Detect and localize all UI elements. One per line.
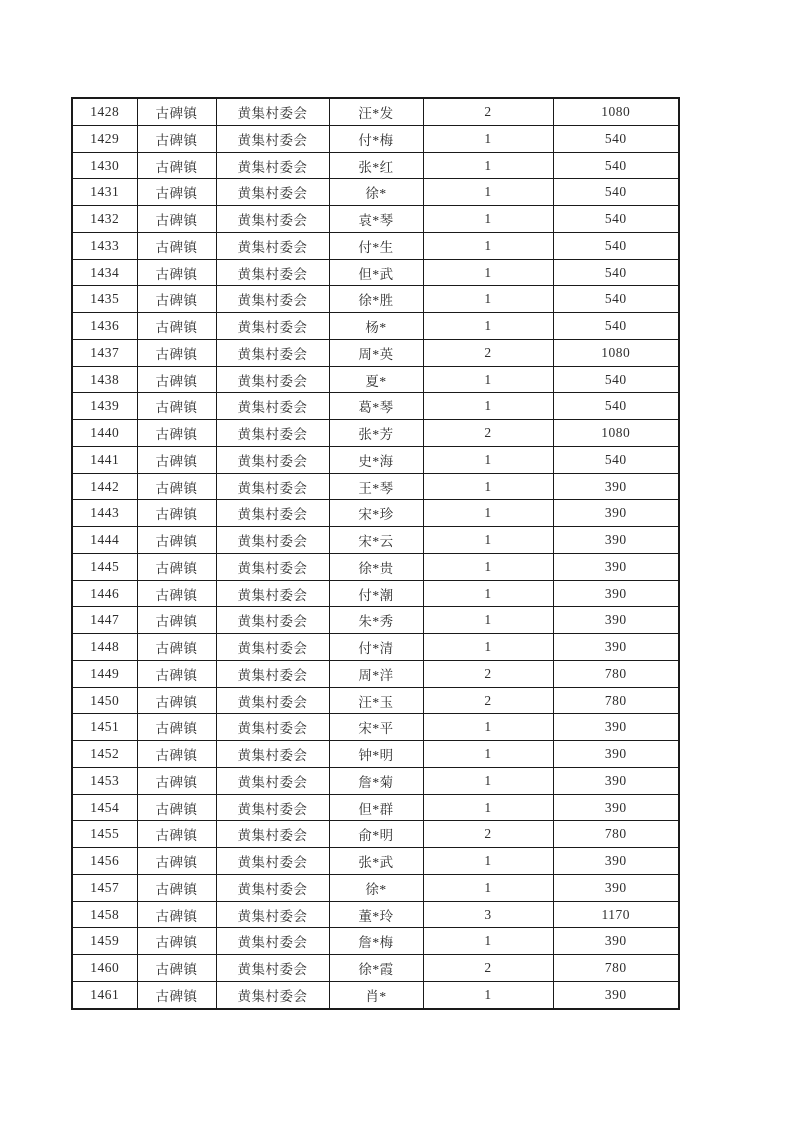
name-cell: 詹*梅 bbox=[329, 928, 423, 955]
count-cell: 1 bbox=[423, 500, 553, 527]
table-row bbox=[72, 767, 679, 794]
name-cell: 付*潮 bbox=[329, 580, 423, 607]
name-cell: 肖* bbox=[329, 981, 423, 1009]
amount-cell: 780 bbox=[553, 955, 679, 982]
name-cell: 詹*菊 bbox=[329, 767, 423, 794]
town-cell: 古碑镇 bbox=[137, 767, 216, 794]
town-cell: 古碑镇 bbox=[137, 393, 216, 420]
name-cell: 付*梅 bbox=[329, 125, 423, 152]
town-cell: 古碑镇 bbox=[137, 500, 216, 527]
town-cell: 古碑镇 bbox=[137, 420, 216, 447]
count-cell: 1 bbox=[423, 206, 553, 233]
town-cell: 古碑镇 bbox=[137, 687, 216, 714]
village-cell: 黄集村委会 bbox=[216, 446, 329, 473]
town-cell: 古碑镇 bbox=[137, 527, 216, 554]
town-cell: 古碑镇 bbox=[137, 125, 216, 152]
serial-cell: 1442 bbox=[72, 473, 137, 500]
table-row bbox=[72, 366, 679, 393]
village-cell: 黄集村委会 bbox=[216, 687, 329, 714]
village-cell: 黄集村委会 bbox=[216, 874, 329, 901]
town-cell: 古碑镇 bbox=[137, 794, 216, 821]
amount-cell: 390 bbox=[553, 767, 679, 794]
town-cell: 古碑镇 bbox=[137, 553, 216, 580]
amount-cell: 1080 bbox=[553, 339, 679, 366]
serial-cell: 1428 bbox=[72, 98, 137, 125]
name-cell: 钟*明 bbox=[329, 741, 423, 768]
town-cell: 古碑镇 bbox=[137, 339, 216, 366]
amount-cell: 540 bbox=[553, 286, 679, 313]
town-cell: 古碑镇 bbox=[137, 741, 216, 768]
count-cell: 2 bbox=[423, 339, 553, 366]
amount-cell: 390 bbox=[553, 794, 679, 821]
town-cell: 古碑镇 bbox=[137, 981, 216, 1009]
count-cell: 1 bbox=[423, 981, 553, 1009]
amount-cell: 540 bbox=[553, 393, 679, 420]
amount-cell: 390 bbox=[553, 741, 679, 768]
town-cell: 古碑镇 bbox=[137, 286, 216, 313]
name-cell: 汪*玉 bbox=[329, 687, 423, 714]
serial-cell: 1433 bbox=[72, 232, 137, 259]
village-cell: 黄集村委会 bbox=[216, 794, 329, 821]
village-cell: 黄集村委会 bbox=[216, 500, 329, 527]
name-cell: 张*红 bbox=[329, 152, 423, 179]
table-row bbox=[72, 580, 679, 607]
village-cell: 黄集村委会 bbox=[216, 313, 329, 340]
table-row bbox=[72, 607, 679, 634]
town-cell: 古碑镇 bbox=[137, 98, 216, 125]
amount-cell: 390 bbox=[553, 714, 679, 741]
count-cell: 1 bbox=[423, 874, 553, 901]
amount-cell: 390 bbox=[553, 500, 679, 527]
count-cell: 2 bbox=[423, 821, 553, 848]
count-cell: 1 bbox=[423, 553, 553, 580]
table-row bbox=[72, 981, 679, 1009]
count-cell: 1 bbox=[423, 794, 553, 821]
table-row bbox=[72, 286, 679, 313]
count-cell: 1 bbox=[423, 848, 553, 875]
name-cell: 徐*贵 bbox=[329, 553, 423, 580]
name-cell: 周*英 bbox=[329, 339, 423, 366]
name-cell: 张*武 bbox=[329, 848, 423, 875]
beneficiary-table bbox=[71, 97, 680, 1010]
name-cell: 朱*秀 bbox=[329, 607, 423, 634]
amount-cell: 540 bbox=[553, 313, 679, 340]
serial-cell: 1447 bbox=[72, 607, 137, 634]
serial-cell: 1429 bbox=[72, 125, 137, 152]
serial-cell: 1440 bbox=[72, 420, 137, 447]
count-cell: 2 bbox=[423, 955, 553, 982]
count-cell: 1 bbox=[423, 741, 553, 768]
town-cell: 古碑镇 bbox=[137, 714, 216, 741]
village-cell: 黄集村委会 bbox=[216, 553, 329, 580]
table-row bbox=[72, 393, 679, 420]
village-cell: 黄集村委会 bbox=[216, 848, 329, 875]
count-cell: 2 bbox=[423, 687, 553, 714]
amount-cell: 540 bbox=[553, 206, 679, 233]
serial-cell: 1438 bbox=[72, 366, 137, 393]
serial-cell: 1437 bbox=[72, 339, 137, 366]
name-cell: 葛*琴 bbox=[329, 393, 423, 420]
town-cell: 古碑镇 bbox=[137, 259, 216, 286]
serial-cell: 1455 bbox=[72, 821, 137, 848]
table-row bbox=[72, 634, 679, 661]
serial-cell: 1441 bbox=[72, 446, 137, 473]
serial-cell: 1431 bbox=[72, 179, 137, 206]
name-cell: 王*琴 bbox=[329, 473, 423, 500]
town-cell: 古碑镇 bbox=[137, 313, 216, 340]
name-cell: 杨* bbox=[329, 313, 423, 340]
serial-cell: 1461 bbox=[72, 981, 137, 1009]
amount-cell: 1080 bbox=[553, 420, 679, 447]
amount-cell: 390 bbox=[553, 634, 679, 661]
serial-cell: 1446 bbox=[72, 580, 137, 607]
village-cell: 黄集村委会 bbox=[216, 580, 329, 607]
name-cell: 付*生 bbox=[329, 232, 423, 259]
name-cell: 徐*霞 bbox=[329, 955, 423, 982]
town-cell: 古碑镇 bbox=[137, 821, 216, 848]
town-cell: 古碑镇 bbox=[137, 660, 216, 687]
serial-cell: 1445 bbox=[72, 553, 137, 580]
name-cell: 徐*胜 bbox=[329, 286, 423, 313]
name-cell: 付*清 bbox=[329, 634, 423, 661]
serial-cell: 1449 bbox=[72, 660, 137, 687]
serial-cell: 1448 bbox=[72, 634, 137, 661]
village-cell: 黄集村委会 bbox=[216, 821, 329, 848]
serial-cell: 1443 bbox=[72, 500, 137, 527]
table-row bbox=[72, 874, 679, 901]
village-cell: 黄集村委会 bbox=[216, 741, 329, 768]
table-row bbox=[72, 901, 679, 928]
count-cell: 1 bbox=[423, 446, 553, 473]
town-cell: 古碑镇 bbox=[137, 232, 216, 259]
amount-cell: 540 bbox=[553, 259, 679, 286]
village-cell: 黄集村委会 bbox=[216, 98, 329, 125]
count-cell: 1 bbox=[423, 259, 553, 286]
village-cell: 黄集村委会 bbox=[216, 259, 329, 286]
amount-cell: 390 bbox=[553, 607, 679, 634]
amount-cell: 540 bbox=[553, 232, 679, 259]
town-cell: 古碑镇 bbox=[137, 580, 216, 607]
amount-cell: 540 bbox=[553, 446, 679, 473]
serial-cell: 1454 bbox=[72, 794, 137, 821]
name-cell: 夏* bbox=[329, 366, 423, 393]
name-cell: 袁*琴 bbox=[329, 206, 423, 233]
amount-cell: 1080 bbox=[553, 98, 679, 125]
table-row bbox=[72, 125, 679, 152]
village-cell: 黄集村委会 bbox=[216, 634, 329, 661]
name-cell: 汪*发 bbox=[329, 98, 423, 125]
count-cell: 1 bbox=[423, 607, 553, 634]
village-cell: 黄集村委会 bbox=[216, 928, 329, 955]
serial-cell: 1453 bbox=[72, 767, 137, 794]
name-cell: 张*芳 bbox=[329, 420, 423, 447]
village-cell: 黄集村委会 bbox=[216, 607, 329, 634]
table-row bbox=[72, 527, 679, 554]
town-cell: 古碑镇 bbox=[137, 179, 216, 206]
village-cell: 黄集村委会 bbox=[216, 660, 329, 687]
amount-cell: 390 bbox=[553, 580, 679, 607]
count-cell: 2 bbox=[423, 98, 553, 125]
village-cell: 黄集村委会 bbox=[216, 339, 329, 366]
table-row bbox=[72, 928, 679, 955]
serial-cell: 1435 bbox=[72, 286, 137, 313]
village-cell: 黄集村委会 bbox=[216, 286, 329, 313]
village-cell: 黄集村委会 bbox=[216, 981, 329, 1009]
serial-cell: 1456 bbox=[72, 848, 137, 875]
table-row bbox=[72, 821, 679, 848]
serial-cell: 1436 bbox=[72, 313, 137, 340]
count-cell: 1 bbox=[423, 313, 553, 340]
table-row bbox=[72, 848, 679, 875]
village-cell: 黄集村委会 bbox=[216, 152, 329, 179]
count-cell: 1 bbox=[423, 152, 553, 179]
serial-cell: 1434 bbox=[72, 259, 137, 286]
village-cell: 黄集村委会 bbox=[216, 206, 329, 233]
town-cell: 古碑镇 bbox=[137, 955, 216, 982]
amount-cell: 390 bbox=[553, 527, 679, 554]
amount-cell: 1170 bbox=[553, 901, 679, 928]
village-cell: 黄集村委会 bbox=[216, 714, 329, 741]
village-cell: 黄集村委会 bbox=[216, 125, 329, 152]
table-row bbox=[72, 500, 679, 527]
serial-cell: 1450 bbox=[72, 687, 137, 714]
amount-cell: 780 bbox=[553, 687, 679, 714]
table-row bbox=[72, 420, 679, 447]
serial-cell: 1459 bbox=[72, 928, 137, 955]
village-cell: 黄集村委会 bbox=[216, 420, 329, 447]
village-cell: 黄集村委会 bbox=[216, 393, 329, 420]
table-row bbox=[72, 687, 679, 714]
town-cell: 古碑镇 bbox=[137, 634, 216, 661]
count-cell: 1 bbox=[423, 473, 553, 500]
name-cell: 但*群 bbox=[329, 794, 423, 821]
count-cell: 1 bbox=[423, 928, 553, 955]
town-cell: 古碑镇 bbox=[137, 901, 216, 928]
name-cell: 俞*明 bbox=[329, 821, 423, 848]
table-row bbox=[72, 313, 679, 340]
count-cell: 1 bbox=[423, 580, 553, 607]
count-cell: 1 bbox=[423, 767, 553, 794]
serial-cell: 1457 bbox=[72, 874, 137, 901]
name-cell: 宋*珍 bbox=[329, 500, 423, 527]
name-cell: 董*玲 bbox=[329, 901, 423, 928]
table-row bbox=[72, 446, 679, 473]
table-row bbox=[72, 152, 679, 179]
count-cell: 1 bbox=[423, 714, 553, 741]
town-cell: 古碑镇 bbox=[137, 607, 216, 634]
table-row bbox=[72, 473, 679, 500]
count-cell: 1 bbox=[423, 179, 553, 206]
village-cell: 黄集村委会 bbox=[216, 527, 329, 554]
count-cell: 3 bbox=[423, 901, 553, 928]
amount-cell: 540 bbox=[553, 125, 679, 152]
count-cell: 1 bbox=[423, 125, 553, 152]
table-row bbox=[72, 206, 679, 233]
town-cell: 古碑镇 bbox=[137, 446, 216, 473]
count-cell: 1 bbox=[423, 393, 553, 420]
amount-cell: 780 bbox=[553, 660, 679, 687]
amount-cell: 540 bbox=[553, 366, 679, 393]
table-row bbox=[72, 714, 679, 741]
count-cell: 1 bbox=[423, 527, 553, 554]
table-row bbox=[72, 339, 679, 366]
beneficiary-table-body bbox=[72, 98, 679, 1009]
table-row bbox=[72, 259, 679, 286]
amount-cell: 390 bbox=[553, 981, 679, 1009]
serial-cell: 1452 bbox=[72, 741, 137, 768]
name-cell: 但*武 bbox=[329, 259, 423, 286]
serial-cell: 1451 bbox=[72, 714, 137, 741]
village-cell: 黄集村委会 bbox=[216, 955, 329, 982]
serial-cell: 1432 bbox=[72, 206, 137, 233]
amount-cell: 390 bbox=[553, 553, 679, 580]
village-cell: 黄集村委会 bbox=[216, 901, 329, 928]
table-row bbox=[72, 955, 679, 982]
serial-cell: 1430 bbox=[72, 152, 137, 179]
count-cell: 1 bbox=[423, 366, 553, 393]
town-cell: 古碑镇 bbox=[137, 473, 216, 500]
table-row bbox=[72, 553, 679, 580]
town-cell: 古碑镇 bbox=[137, 366, 216, 393]
amount-cell: 390 bbox=[553, 874, 679, 901]
name-cell: 宋*平 bbox=[329, 714, 423, 741]
town-cell: 古碑镇 bbox=[137, 848, 216, 875]
count-cell: 1 bbox=[423, 634, 553, 661]
town-cell: 古碑镇 bbox=[137, 928, 216, 955]
town-cell: 古碑镇 bbox=[137, 206, 216, 233]
table-row bbox=[72, 794, 679, 821]
amount-cell: 540 bbox=[553, 179, 679, 206]
name-cell: 宋*云 bbox=[329, 527, 423, 554]
amount-cell: 540 bbox=[553, 152, 679, 179]
town-cell: 古碑镇 bbox=[137, 874, 216, 901]
serial-cell: 1439 bbox=[72, 393, 137, 420]
table-row bbox=[72, 741, 679, 768]
town-cell: 古碑镇 bbox=[137, 152, 216, 179]
count-cell: 2 bbox=[423, 420, 553, 447]
count-cell: 1 bbox=[423, 232, 553, 259]
name-cell: 徐* bbox=[329, 874, 423, 901]
amount-cell: 780 bbox=[553, 821, 679, 848]
amount-cell: 390 bbox=[553, 848, 679, 875]
serial-cell: 1444 bbox=[72, 527, 137, 554]
village-cell: 黄集村委会 bbox=[216, 366, 329, 393]
name-cell: 徐* bbox=[329, 179, 423, 206]
name-cell: 史*海 bbox=[329, 446, 423, 473]
serial-cell: 1460 bbox=[72, 955, 137, 982]
table-row bbox=[72, 660, 679, 687]
village-cell: 黄集村委会 bbox=[216, 179, 329, 206]
name-cell: 周*洋 bbox=[329, 660, 423, 687]
count-cell: 1 bbox=[423, 286, 553, 313]
table-row bbox=[72, 179, 679, 206]
amount-cell: 390 bbox=[553, 473, 679, 500]
count-cell: 2 bbox=[423, 660, 553, 687]
serial-cell: 1458 bbox=[72, 901, 137, 928]
village-cell: 黄集村委会 bbox=[216, 232, 329, 259]
table-row bbox=[72, 98, 679, 125]
table-row bbox=[72, 232, 679, 259]
village-cell: 黄集村委会 bbox=[216, 767, 329, 794]
amount-cell: 390 bbox=[553, 928, 679, 955]
village-cell: 黄集村委会 bbox=[216, 473, 329, 500]
